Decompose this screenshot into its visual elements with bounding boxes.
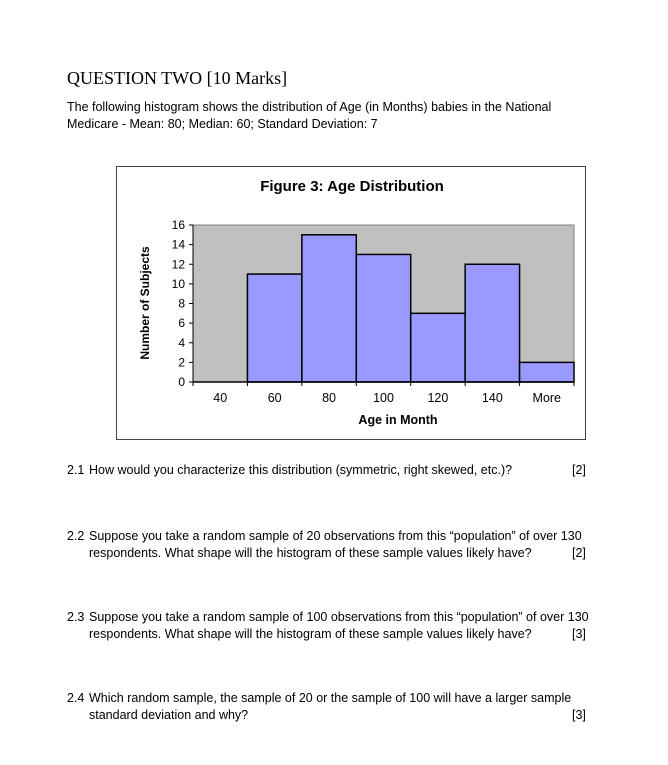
chart-title: Figure 3: Age Distribution [260, 178, 444, 195]
y-tick-label: 0 [178, 375, 185, 389]
y-tick-label: 12 [171, 257, 185, 272]
intro-line-2: Medicare - Mean: 80; Median: 60; Standard Deviation: 7 [67, 117, 378, 131]
question-marks: [2] [572, 546, 586, 560]
x-tick-label: 140 [481, 391, 503, 405]
question-number: 2.4 [67, 691, 85, 705]
histogram-bar-more [520, 362, 574, 382]
x-axis-label: Age in Month [358, 413, 438, 427]
question-text-line-1: Suppose you take a random sample of 100 observations from this “population” of over 130 [89, 610, 589, 624]
histogram-bar-100 [356, 254, 410, 382]
question-text: How would you characterize this distribution (symmetric, right skewed, etc.)? [89, 463, 513, 477]
question-text-line-2: standard deviation and why? [89, 708, 249, 722]
histogram-bar-60 [247, 274, 301, 382]
question-text-line-1: Suppose you take a random sample of 20 observations from this “population” of over 130 [89, 529, 582, 543]
histogram-chart [117, 167, 585, 439]
question-number: 2.3 [67, 610, 85, 624]
y-tick-label: 10 [171, 276, 185, 291]
y-tick-label: 8 [178, 296, 185, 311]
intro-paragraph [67, 99, 607, 133]
y-tick-label: 16 [171, 218, 185, 232]
question-text-line-1: Which random sample, the sample of 20 or the sample of 100 will have a larger sample [89, 691, 572, 705]
question-number: 2.2 [67, 529, 85, 543]
x-tick-label: 40 [213, 391, 228, 405]
x-tick-label: 100 [373, 391, 394, 405]
y-tick-label: 2 [178, 355, 185, 370]
intro-line-1: The following histogram shows the distribution of Age (in Months) babies in the National [67, 100, 552, 114]
y-axis-label: Number of Subjects [138, 246, 152, 360]
x-tick-label: 80 [322, 391, 337, 405]
histogram-bar-140 [465, 264, 519, 382]
figure-3-histogram [116, 166, 586, 440]
question-marks: [3] [572, 627, 586, 641]
question-text-line-2: respondents. What shape will the histogram of these sample values likely have? [89, 546, 532, 560]
question-number: 2.1 [67, 463, 85, 477]
histogram-bar-80 [302, 235, 356, 382]
y-tick-label: 6 [178, 316, 185, 331]
y-tick-label: 4 [178, 335, 185, 350]
histogram-bar-120 [411, 313, 465, 382]
x-tick-label: More [532, 391, 562, 405]
x-tick-label: 60 [267, 391, 282, 405]
question-marks: [3] [572, 708, 586, 722]
y-tick-label: 14 [171, 237, 185, 252]
question-text-line-2: respondents. What shape will the histogram of these sample values likely have? [89, 627, 532, 641]
question-heading: QUESTION TWO [10 Marks] [67, 68, 288, 88]
x-tick-label: 120 [427, 391, 449, 405]
question-marks: [2] [572, 463, 586, 477]
